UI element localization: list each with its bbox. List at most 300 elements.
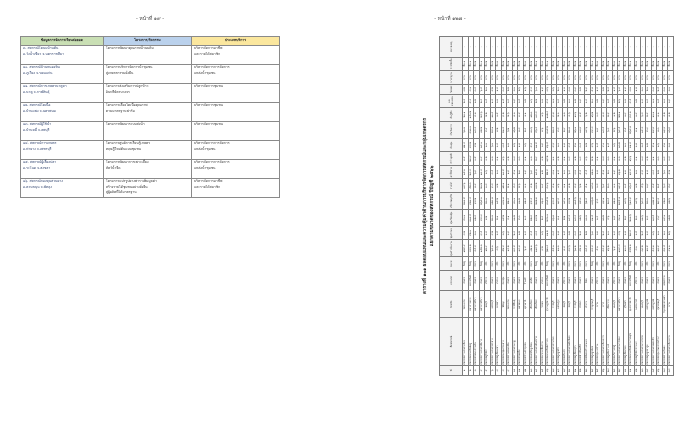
table-cell: ๒๓.๘ bbox=[551, 121, 557, 138]
table-cell: ผ่าน bbox=[579, 71, 585, 85]
table-cell: ๑๑.๔ bbox=[490, 108, 496, 122]
table-cell: ๑.๑ bbox=[496, 165, 502, 179]
table-cell: ผ่าน bbox=[573, 71, 579, 85]
table-cell: ๑.๘ bbox=[496, 84, 502, 94]
table-cell: ๒.๐ bbox=[607, 165, 613, 179]
table-cell: ๑๒ bbox=[524, 365, 530, 375]
table-cell: ๑.๑ bbox=[657, 226, 663, 240]
table-cell: - bbox=[463, 37, 469, 58]
column-header: ทุนเรือนหุ้น bbox=[440, 209, 463, 226]
table-cell: กลาง bbox=[662, 257, 668, 271]
table-cell: ๕๘.๓ bbox=[651, 240, 657, 257]
table-cell: ๑๘.๕ bbox=[601, 121, 607, 138]
table-cell: เกษตร bbox=[640, 270, 646, 290]
table-cell: ๔๑.๑ bbox=[668, 240, 674, 257]
table-caption-line1: ตารางที่ ๑๐๑ ผลตอบแทนและความคุ้มค่าด้านการบริหารจัดการสหกรณ์และกลุ่มเกษตรกร bbox=[423, 117, 428, 295]
table-cell: ๓.๐ bbox=[640, 84, 646, 94]
table-cell: ๗.๘ bbox=[518, 121, 524, 138]
table-cell: ๔๒.๗ bbox=[579, 240, 585, 257]
table-cell: สหกรณ์ร้านค้าชุมชน bbox=[524, 318, 530, 365]
table-cell: ๑.๐ bbox=[623, 138, 629, 152]
table-cell: ๒๗ bbox=[607, 365, 613, 375]
table-cell: ชั้น ๒ bbox=[585, 57, 591, 71]
cell-c2: โครงการบริหารจัดการน้ำชุมชน สู่เกษตรกรรมยั่งยืน bbox=[103, 64, 191, 83]
table-cell: ๔.๒ bbox=[490, 84, 496, 94]
table-cell: ๐.๗ bbox=[623, 226, 629, 240]
table-cell: ๑๙ bbox=[562, 365, 568, 375]
table-cell: ๑๓ bbox=[529, 365, 535, 375]
table-cell: ๐.๙ bbox=[612, 165, 618, 179]
table-cell: ๕.๑ bbox=[585, 179, 591, 193]
header-col3: ประเภทบริการ bbox=[191, 37, 279, 46]
table-cell: สหกรณ์ผู้ปลูกยาสูบ bbox=[646, 318, 652, 365]
table-cell: ๑๙.๒ bbox=[546, 152, 552, 166]
table-cell: เกษตร bbox=[463, 270, 469, 290]
table-cell: สหกรณ์ข้าวอินทรีย์ bbox=[579, 318, 585, 365]
table-cell: ๑๘.๘ bbox=[535, 108, 541, 122]
table-cell: ๕.๗ bbox=[601, 165, 607, 179]
table-cell: ๔.๙ bbox=[657, 209, 663, 226]
table-cell: ๘.๖ bbox=[496, 240, 502, 257]
table-cell: ๔.๒ bbox=[490, 226, 496, 240]
table-cell: ๒๙.๘ bbox=[657, 193, 663, 210]
cell-c1: ๑๓. สหกรณ์ผู้ใช้น้ำ อ.บ้านหมี่ จ.ลพบุรี bbox=[21, 121, 104, 140]
table-cell: ๐.๔ bbox=[507, 94, 513, 108]
table-cell: ๓๑.๕ bbox=[590, 209, 596, 226]
table-cell: ๐.๔ bbox=[524, 226, 530, 240]
table-cell: ผ่าน bbox=[507, 71, 513, 85]
table-cell: พัทลุง bbox=[501, 291, 507, 318]
table-cell: มหาสารคาม bbox=[468, 291, 474, 318]
table-cell: สงขลา bbox=[496, 291, 502, 318]
table-cell: นนทบุรี bbox=[640, 291, 646, 318]
table-cell: ๐.๒ bbox=[557, 152, 563, 166]
table-cell: ๐.๙ bbox=[512, 94, 518, 108]
table-cell: ผ่าน bbox=[479, 71, 485, 85]
table-cell: ๗.๓ bbox=[629, 84, 635, 94]
table-cell: ๓.๒ bbox=[585, 138, 591, 152]
table-cell: ผ่าน bbox=[512, 71, 518, 85]
table-cell: ๑.๗ bbox=[634, 84, 640, 94]
table-cell: กลาง bbox=[585, 257, 591, 271]
table-cell: ๕.๔ bbox=[579, 165, 585, 179]
table-cell: - bbox=[668, 37, 674, 58]
table-cell: กลาง bbox=[651, 257, 657, 271]
table-cell: อุบลราชธานี bbox=[629, 291, 635, 318]
table-cell: ๑๑๘.๖ bbox=[535, 240, 541, 257]
table-cell: ๙.๖ bbox=[590, 138, 596, 152]
table-cell: - bbox=[651, 37, 657, 58]
table-cell: เกษตร bbox=[479, 270, 485, 290]
table-cell: - bbox=[623, 37, 629, 58]
table-cell: ๖.๓ bbox=[590, 226, 596, 240]
table-cell: ๐.๙ bbox=[668, 94, 674, 108]
table-cell: ๒.๑ bbox=[485, 84, 491, 94]
table-cell: ๒.๔ bbox=[646, 108, 652, 122]
table-cell: ๗๒.๖ bbox=[668, 193, 674, 210]
table-cell: ๖.๑ bbox=[535, 84, 541, 94]
table-cell: ราชบุรี bbox=[573, 291, 579, 318]
table-cell: ๓.๘ bbox=[646, 209, 652, 226]
table-cell: เกษตร bbox=[618, 270, 624, 290]
cell-c2: โครงการศูนย์การเรียนรู้เกษตร ทฤษฎีใหม่ต้นแบบชุมชน bbox=[103, 140, 191, 159]
table-cell: เกษตร bbox=[651, 270, 657, 290]
table-cell: - bbox=[507, 37, 513, 58]
table-cell: ผ่าน bbox=[551, 71, 557, 85]
table-cell: ๖.๘ bbox=[618, 84, 624, 94]
table-cell: ๓.๒ bbox=[568, 226, 574, 240]
table-cell: ๔.๓ bbox=[662, 138, 668, 152]
table-cell: ๑.๓ bbox=[529, 152, 535, 166]
table-cell: ๑๗.๔ bbox=[657, 240, 663, 257]
table-cell: ออมทรัพย์ bbox=[546, 270, 552, 290]
table-cell: กลาง bbox=[529, 257, 535, 271]
table-cell: ๓.๖ bbox=[551, 84, 557, 94]
cell-c2: โครงการพัฒนาระบบส่งน้ำ bbox=[103, 121, 191, 140]
table-cell: ๒.๖ bbox=[612, 121, 618, 138]
table-cell: ๐.๑ bbox=[596, 152, 602, 166]
table-cell: เพชรบูรณ์ bbox=[646, 291, 652, 318]
table-cell: ๗๒.๒ bbox=[479, 121, 485, 138]
table-cell: เล็ก bbox=[596, 257, 602, 271]
table-cell: สหกรณ์บ้านหนองหิน bbox=[507, 318, 513, 365]
table-cell: ๐.๘ bbox=[596, 179, 602, 193]
table-cell: ๐.๘ bbox=[579, 152, 585, 166]
table-cell: ๑.๑ bbox=[551, 94, 557, 108]
table-cell: ๑๒๐.๗ bbox=[490, 193, 496, 210]
table-cell: ๔.๙ bbox=[551, 138, 557, 152]
table-cell: ๗.๔ bbox=[474, 179, 480, 193]
table-cell: ๓๙.๒ bbox=[640, 240, 646, 257]
table-cell: ชั้น ๒ bbox=[557, 57, 563, 71]
table-cell: ๖.๒ bbox=[507, 121, 513, 138]
table-cell: เล็ก bbox=[634, 257, 640, 271]
table-cell: ใหญ่ bbox=[479, 257, 485, 271]
table-cell: กลาง bbox=[640, 257, 646, 271]
table-header-row bbox=[21, 37, 280, 46]
table-cell: ๓.๗ bbox=[668, 138, 674, 152]
table-cell: ๓ bbox=[474, 365, 480, 375]
table-cell: ๖ bbox=[490, 365, 496, 375]
table-cell: ๒๑.๘ bbox=[501, 121, 507, 138]
table-cell: - bbox=[618, 37, 624, 58]
table-cell: - bbox=[640, 37, 646, 58]
table-cell: ๐.๙ bbox=[524, 165, 530, 179]
table-cell: ๕๔๒.๓ bbox=[629, 240, 635, 257]
table-cell: ๑.๐ bbox=[557, 138, 563, 152]
table-cell: ๑๒.๑ bbox=[590, 165, 596, 179]
table-cell: สหกรณ์นิคมสร้างตนเอง bbox=[585, 318, 591, 365]
table-cell: ๒.๒ bbox=[485, 108, 491, 122]
table-cell: ผ่าน bbox=[634, 71, 640, 85]
table-cell: ผ่าน bbox=[629, 71, 635, 85]
table-cell: ๓.๓ bbox=[662, 84, 668, 94]
table-cell: ๐.๕ bbox=[634, 226, 640, 240]
table-cell: ๗.๒ bbox=[463, 84, 469, 94]
column-header: กำไรสุทธิ bbox=[440, 152, 463, 166]
table-cell: ๑.๔ bbox=[596, 209, 602, 226]
table-cell: ชลบุรี bbox=[568, 291, 574, 318]
table-cell: ผ่าน bbox=[568, 71, 574, 85]
table-cell: ๖.๔ bbox=[568, 165, 574, 179]
table-cell: ๐.๑ bbox=[524, 152, 530, 166]
table-row bbox=[21, 45, 280, 64]
table-cell: ๑๑.๖ bbox=[640, 209, 646, 226]
table-cell: ๑๖.๘ bbox=[540, 193, 546, 210]
column-header: ชื่อสหกรณ์ bbox=[440, 318, 463, 365]
table-cell: ๑.๒ bbox=[612, 108, 618, 122]
table-cell: ๒๔.๖ bbox=[479, 108, 485, 122]
table-cell: ๐.๘ bbox=[485, 226, 491, 240]
table-cell: - bbox=[585, 37, 591, 58]
table-cell: ผ่าน bbox=[668, 71, 674, 85]
table-cell: ๑๗.๘ bbox=[479, 165, 485, 179]
table-cell: ๐.๘ bbox=[568, 152, 574, 166]
column-header: มาตรฐาน bbox=[440, 71, 463, 85]
table-cell: ๐.๒ bbox=[540, 152, 546, 166]
cell-c3: บริหารจัดการการจัดการ แหล่งน้ำชุมชน bbox=[191, 64, 279, 83]
table-cell: ๒.๙ bbox=[535, 152, 541, 166]
table-cell: ๒.๓ bbox=[518, 165, 524, 179]
table-cell: ๑๕ bbox=[540, 365, 546, 375]
table-cell: ๒๐ bbox=[568, 365, 574, 375]
table-cell: ๓๖.๔ bbox=[629, 179, 635, 193]
table-cell: ๑.๓ bbox=[490, 152, 496, 166]
table-cell: ๙.๘ bbox=[596, 193, 602, 210]
table-cell: ๐.๖ bbox=[524, 138, 530, 152]
table-cell: ๑.๒ bbox=[474, 94, 480, 108]
table-cell: ๗.๖ bbox=[546, 84, 552, 94]
table-cell: สหกรณ์ออมทรัพย์สาธารณสุข bbox=[629, 318, 635, 365]
table-cell: ๐.๑ bbox=[612, 152, 618, 166]
table-cell: ชั้น ๒ bbox=[623, 57, 629, 71]
table-cell: เกษตร bbox=[568, 270, 574, 290]
table-cell: ๐.๖ bbox=[540, 226, 546, 240]
table-cell: ๒.๔ bbox=[607, 84, 613, 94]
table-cell: ๑๑.๕ bbox=[535, 138, 541, 152]
table-cell: ๑.๕ bbox=[623, 179, 629, 193]
table-cell: ๑๕๐.๒ bbox=[468, 108, 474, 122]
table-cell: ชั้น ๒ bbox=[607, 57, 613, 71]
table-cell: ๑๒๕.๔ bbox=[463, 240, 469, 257]
table-cell: ๓๘.๒ bbox=[535, 209, 541, 226]
table-cell: ๑๐๕.๖ bbox=[573, 193, 579, 210]
table-row bbox=[21, 159, 280, 178]
table-cell: ผ่าน bbox=[562, 71, 568, 85]
table-cell: ๙.๗ bbox=[551, 108, 557, 122]
table-cell: ๑.๕ bbox=[496, 108, 502, 122]
table-cell: ๓๔ bbox=[646, 365, 652, 375]
table-cell: ๑.๒ bbox=[646, 138, 652, 152]
table-cell: ชั้น ๒ bbox=[474, 57, 480, 71]
table-cell: ๔๐.๑ bbox=[463, 209, 469, 226]
table-cell: ๐.๗ bbox=[557, 226, 563, 240]
table-cell: ๑.๗ bbox=[562, 84, 568, 94]
table-cell: ระยอง bbox=[540, 291, 546, 318]
table-cell: ๑๓๔.๘ bbox=[618, 240, 624, 257]
table-cell: ๒๓.๙ bbox=[468, 152, 474, 166]
table-cell: ๑๐๒.๔ bbox=[651, 193, 657, 210]
cell-c2: โครงการส่งเสริมการปลูกข้าว อินทรีย์ครบวงจร bbox=[103, 83, 191, 102]
table-cell: ๑๖.๒ bbox=[512, 121, 518, 138]
table-cell: ๑๐.๑ bbox=[651, 108, 657, 122]
table-cell: ๘.๙ bbox=[573, 179, 579, 193]
table-cell: สหกรณ์การเกษตรหล่มสัก bbox=[651, 318, 657, 365]
table-cell: ๙๘.๒ bbox=[474, 193, 480, 210]
table-cell: ๑๔.๘ bbox=[568, 209, 574, 226]
table-cell: ๑.๑ bbox=[485, 138, 491, 152]
table-cell: ผ่าน bbox=[490, 71, 496, 85]
table-cell: ชั้น ๓ bbox=[562, 57, 568, 71]
table-cell: ๑๔.๖ bbox=[634, 193, 640, 210]
table-cell: ๗.๗ bbox=[573, 165, 579, 179]
table-cell: เกษตร bbox=[474, 270, 480, 290]
table-cell: ๒๐.๗ bbox=[568, 121, 574, 138]
table-cell: เล็ก bbox=[562, 257, 568, 271]
table-cell: เล็ก bbox=[507, 257, 513, 271]
table-cell: ๒.๔ bbox=[512, 226, 518, 240]
table-cell: ๘.๓ bbox=[474, 108, 480, 122]
table-cell: ขอนแก่น bbox=[507, 291, 513, 318]
table-cell: ๑๙.๔ bbox=[557, 193, 563, 210]
table-cell: ๑.๑ bbox=[524, 108, 530, 122]
table-cell: ๐.๘ bbox=[596, 108, 602, 122]
table-cell: ชั้น ๑ bbox=[590, 57, 596, 71]
table-cell: ๘.๑ bbox=[551, 179, 557, 193]
table-cell: ๑.๕ bbox=[607, 138, 613, 152]
table-cell: ผ่าน bbox=[640, 71, 646, 85]
table-cell: ๙๒๐.๔ bbox=[468, 193, 474, 210]
table-cell: ๕.๗ bbox=[590, 84, 596, 94]
table-cell: ๑.๔ bbox=[634, 108, 640, 122]
table-cell: ๓๘ bbox=[668, 365, 674, 375]
table-cell: ๐.๕ bbox=[607, 94, 613, 108]
table-cell: ๑๓.๒ bbox=[618, 138, 624, 152]
table-cell: ๑.๙ bbox=[623, 108, 629, 122]
table-cell: เชียงราย bbox=[607, 291, 613, 318]
table-cell: ๑.๑ bbox=[562, 179, 568, 193]
table-cell: ๖.๒ bbox=[585, 108, 591, 122]
table-cell: ๐.๑ bbox=[496, 152, 502, 166]
table-cell: สหกรณ์การเกษตรสันทราย bbox=[535, 318, 541, 365]
table-cell: ผ่าน bbox=[618, 71, 624, 85]
table-cell: ๐.๕ bbox=[562, 226, 568, 240]
table-cell: ๖.๕ bbox=[479, 84, 485, 94]
table-cell: สหกรณ์การเกษตรบางกรวย bbox=[640, 318, 646, 365]
table-cell: เกษตร bbox=[512, 270, 518, 290]
table-cell: บริการ bbox=[485, 270, 491, 290]
table-cell: กาฬสินธุ์ bbox=[512, 291, 518, 318]
table-cell: ๑.๙ bbox=[540, 84, 546, 94]
table-cell: ๒.๒ bbox=[585, 226, 591, 240]
table-cell: เคหสถาน bbox=[662, 270, 668, 290]
table-cell: ๘.๒ bbox=[662, 108, 668, 122]
table-cell: นครนายก bbox=[634, 291, 640, 318]
table-cell: ๔.๒ bbox=[474, 138, 480, 152]
table-cell: ๒.๑ bbox=[507, 179, 513, 193]
table-cell: ๓๑.๘ bbox=[629, 138, 635, 152]
table-cell: ๓.๑ bbox=[668, 84, 674, 94]
table-cell: สหกรณ์ผู้เลี้ยงไหม bbox=[623, 318, 629, 365]
table-cell: ขอนแก่น bbox=[463, 291, 469, 318]
table-cell: ๓๕ bbox=[651, 365, 657, 375]
table-cell: ๗ bbox=[496, 365, 502, 375]
column-header: ทุนสำรอง bbox=[440, 226, 463, 240]
table-cell: ผ่าน bbox=[657, 71, 663, 85]
table-cell: สหกรณ์ผู้ใช้น้ำบ้านนา bbox=[634, 318, 640, 365]
table-cell: ชั้น ๓ bbox=[524, 57, 530, 71]
table-cell: นครปฐม bbox=[557, 291, 563, 318]
table-cell: ๑๗ bbox=[551, 365, 557, 375]
cell-c1: ๑๑. สหกรณ์การเกษตรนาคูหา อ.นาคู จ.กาฬสินธุ์ bbox=[21, 83, 104, 102]
table-cell: ๓๑ bbox=[629, 365, 635, 375]
table-cell: ๓๖.๕ bbox=[546, 138, 552, 152]
table-cell: ๙.๘ bbox=[490, 179, 496, 193]
table-cell: เพชรบูรณ์ bbox=[651, 291, 657, 318]
table-cell: น่าน bbox=[668, 291, 674, 318]
table-cell: ประมง bbox=[540, 270, 546, 290]
table-cell: ๕.๓ bbox=[518, 209, 524, 226]
table-cell: ชั้น ๑ bbox=[468, 57, 474, 71]
table-cell: - bbox=[629, 37, 635, 58]
table-cell: เล็ก bbox=[557, 257, 563, 271]
table-cell: ๕.๑ bbox=[512, 165, 518, 179]
table-cell: ๘.๑ bbox=[634, 240, 640, 257]
table-cell: ใหญ่ bbox=[618, 257, 624, 271]
table-cell: ๘.๖ bbox=[568, 108, 574, 122]
table-cell: - bbox=[540, 37, 546, 58]
table-cell: ๙๘.๕ bbox=[551, 193, 557, 210]
table-cell: เล็ก bbox=[524, 257, 530, 271]
table-cell: ๗๙.๑ bbox=[601, 193, 607, 210]
table-cell: ๐.๕ bbox=[485, 94, 491, 108]
table-caption bbox=[423, 30, 436, 382]
table-cell: ๓๓ bbox=[640, 365, 646, 375]
table-cell: สหกรณ์กลุ่มเกษตรกรทำนา bbox=[657, 318, 663, 365]
table-cell: - bbox=[557, 37, 563, 58]
table-cell: ๒๓๐.๕ bbox=[463, 193, 469, 210]
table-cell: ๐.๓ bbox=[607, 152, 613, 166]
table-cell: ๐.๒ bbox=[596, 94, 602, 108]
table-cell: ๑.๓ bbox=[507, 138, 513, 152]
column-header: เงินรับฝาก bbox=[440, 121, 463, 138]
table-cell: ๖๘.๔ bbox=[640, 193, 646, 210]
table-cell: ๑๒.๗ bbox=[612, 193, 618, 210]
table-cell: - bbox=[496, 37, 502, 58]
table-cell: ๓.๓ bbox=[568, 84, 574, 94]
table-cell: ๒๖๔.๗ bbox=[629, 121, 635, 138]
table-cell: เกษตร bbox=[490, 270, 496, 290]
table-cell: ๐.๗ bbox=[562, 138, 568, 152]
table-cell: ชั้น ๒ bbox=[601, 57, 607, 71]
table-cell: ๐.๗ bbox=[601, 152, 607, 166]
table-cell: ๒๙ bbox=[618, 365, 624, 375]
table-cell: ๘.๕ bbox=[490, 165, 496, 179]
table-cell: เกษตร bbox=[657, 270, 663, 290]
table-cell: - bbox=[562, 37, 568, 58]
table-cell: ๗.๘ bbox=[562, 240, 568, 257]
column-header: จังหวัด bbox=[440, 291, 463, 318]
table-cell: กลาง bbox=[601, 257, 607, 271]
table-cell: ชั้น ๑ bbox=[463, 57, 469, 71]
table-cell: ๑๖ bbox=[546, 365, 552, 375]
table-cell: ผ่าน bbox=[524, 71, 530, 85]
table-cell: ๓๐๕.๒ bbox=[546, 121, 552, 138]
table-cell: สหกรณ์ผู้ใช้น้ำ bbox=[485, 318, 491, 365]
performance-table bbox=[439, 36, 674, 376]
table-cell: ๒๕ bbox=[596, 365, 602, 375]
table-cell: ๑๓.๕ bbox=[646, 240, 652, 257]
